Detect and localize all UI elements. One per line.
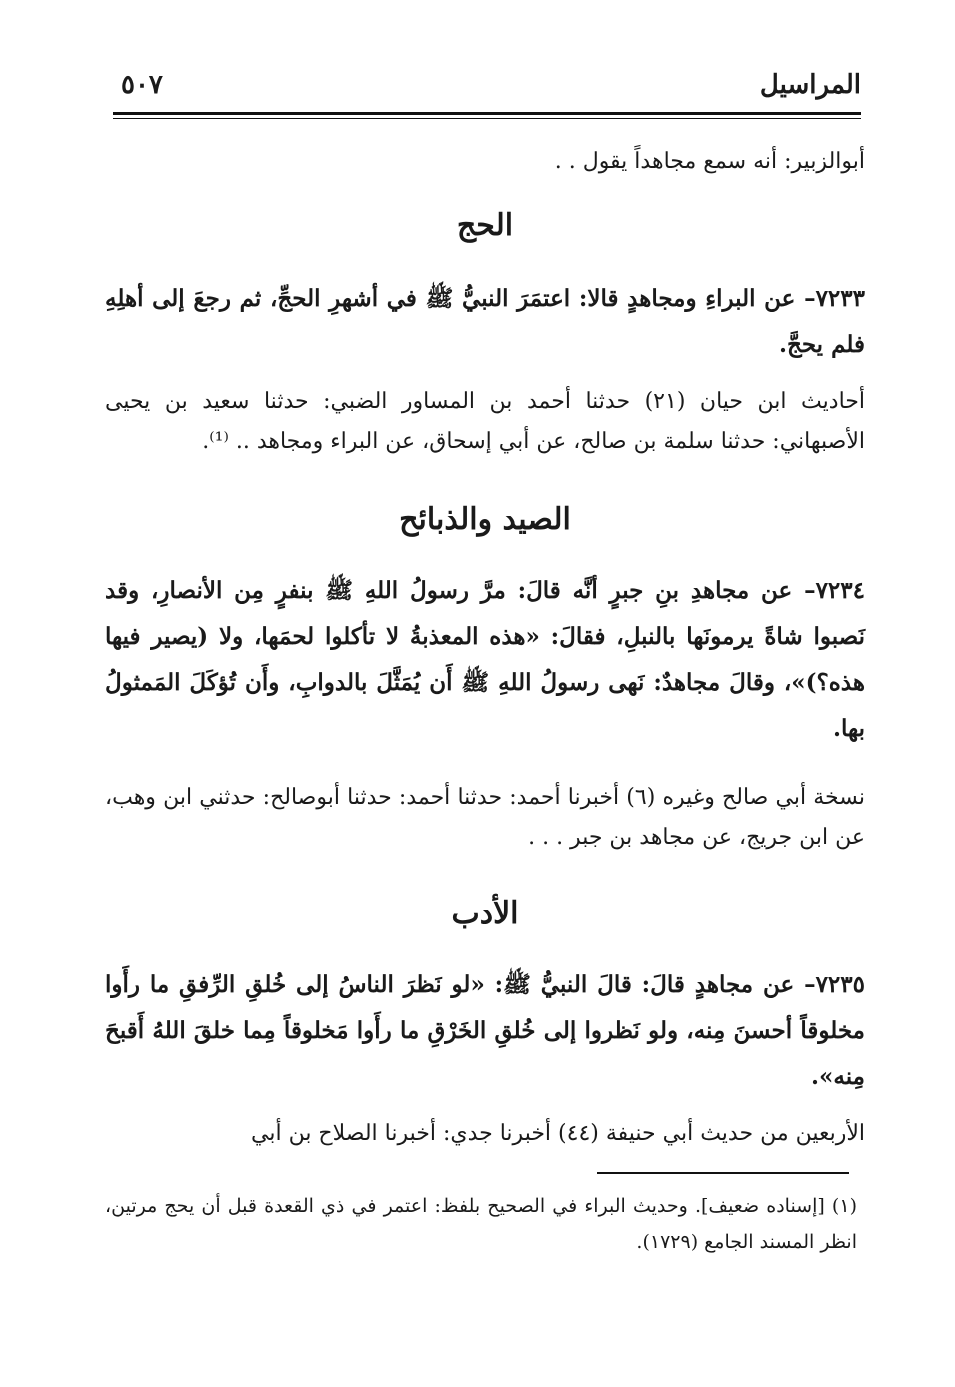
source-7235: الأربعين من حديث أبي حنيفة (٤٤) أخبرنا جدي: أخبرنا الصلاح بن أبي xyxy=(251,1121,865,1146)
section-heading-hunting: الصيد والذبائح xyxy=(399,502,571,537)
section-heading-hajj: الحج xyxy=(456,208,514,243)
source-7233: أحاديث ابن حيان (٢١) حدثنا أحمد بن المساور الضبي: حدثنا سعيد بن يحيى الأصبهاني: حدثنا سلمة بن صالح، عن أبي إسحاق، عن البراء ومجاهد .. ⁽¹⁾. xyxy=(105,389,865,454)
running-header xyxy=(113,70,861,110)
header-rule xyxy=(113,112,861,115)
hadith-7235: ٧٢٣٥– عن مجاهدٍ قالَ: قالَ النبيُّ ﷺ: «لو نَظرَ الناسُ إلى خُلقِ الرِّفقِ ما رأَوا مخلوقاً أحسنَ مِنه، ولو نَظروا إلى خُلقِ الخَرْقِ ما رأَوا مَخلوقاً مِما خلقَ اللهُ أَقبحَ مِنه». xyxy=(105,971,865,1090)
section-heading-adab: الأدب xyxy=(451,896,519,931)
footnote: (١) [إسناده ضعيف]. وحديث البراء في الصحيح بلفظ: اعتمر في ذي القعدة قبل أن يحج مرتين، انظر المسند الجامع (١٧٢٩). xyxy=(105,1195,857,1253)
hadith-7233: ٧٢٣٣– عن البراءِ ومجاهدٍ قالا: اعتمَرَ النبيُّ ﷺ في أشهرِ الحجِّ، ثم رجعَ إلى أهلِهِ فلم يحجَّ. xyxy=(105,285,865,358)
page-number: ٥٠٧ xyxy=(121,70,163,100)
header-rule-thin xyxy=(113,118,861,119)
hadith-7234: ٧٢٣٤– عن مجاهدِ بنِ جبرٍ أنَّه قالَ: مرَّ رسولُ اللهِ ﷺ بنفرٍ مِن الأنصارِ، وقد نَصبوا شاةً يرمونَها بالنبلِ، فقالَ: «هذه المعذبةُ لا تأكلوا لحمَها، ولا (يصير فيها هذه؟)»، وقالَ مجاهدٌ: نَهى رسولُ اللهِ ﷺ أَن يُمَثَّلَ بالدوابِ، وأَن تُؤكَلَ المَمثولُ بها. xyxy=(105,577,865,742)
continued-line: أبوالزبير: أنه سمع مجاهداً يقول . . xyxy=(554,149,865,174)
header-title: المراسيل xyxy=(759,70,861,100)
source-7234: نسخة أبي صالح وغيره (٦) أخبرنا أحمد: حدثنا أحمد: حدثنا أبوصالح: حدثني ابن وهب، عن ابن جريج، عن مجاهد بن جبر . . . xyxy=(105,785,865,850)
footnote-rule xyxy=(597,1172,849,1174)
